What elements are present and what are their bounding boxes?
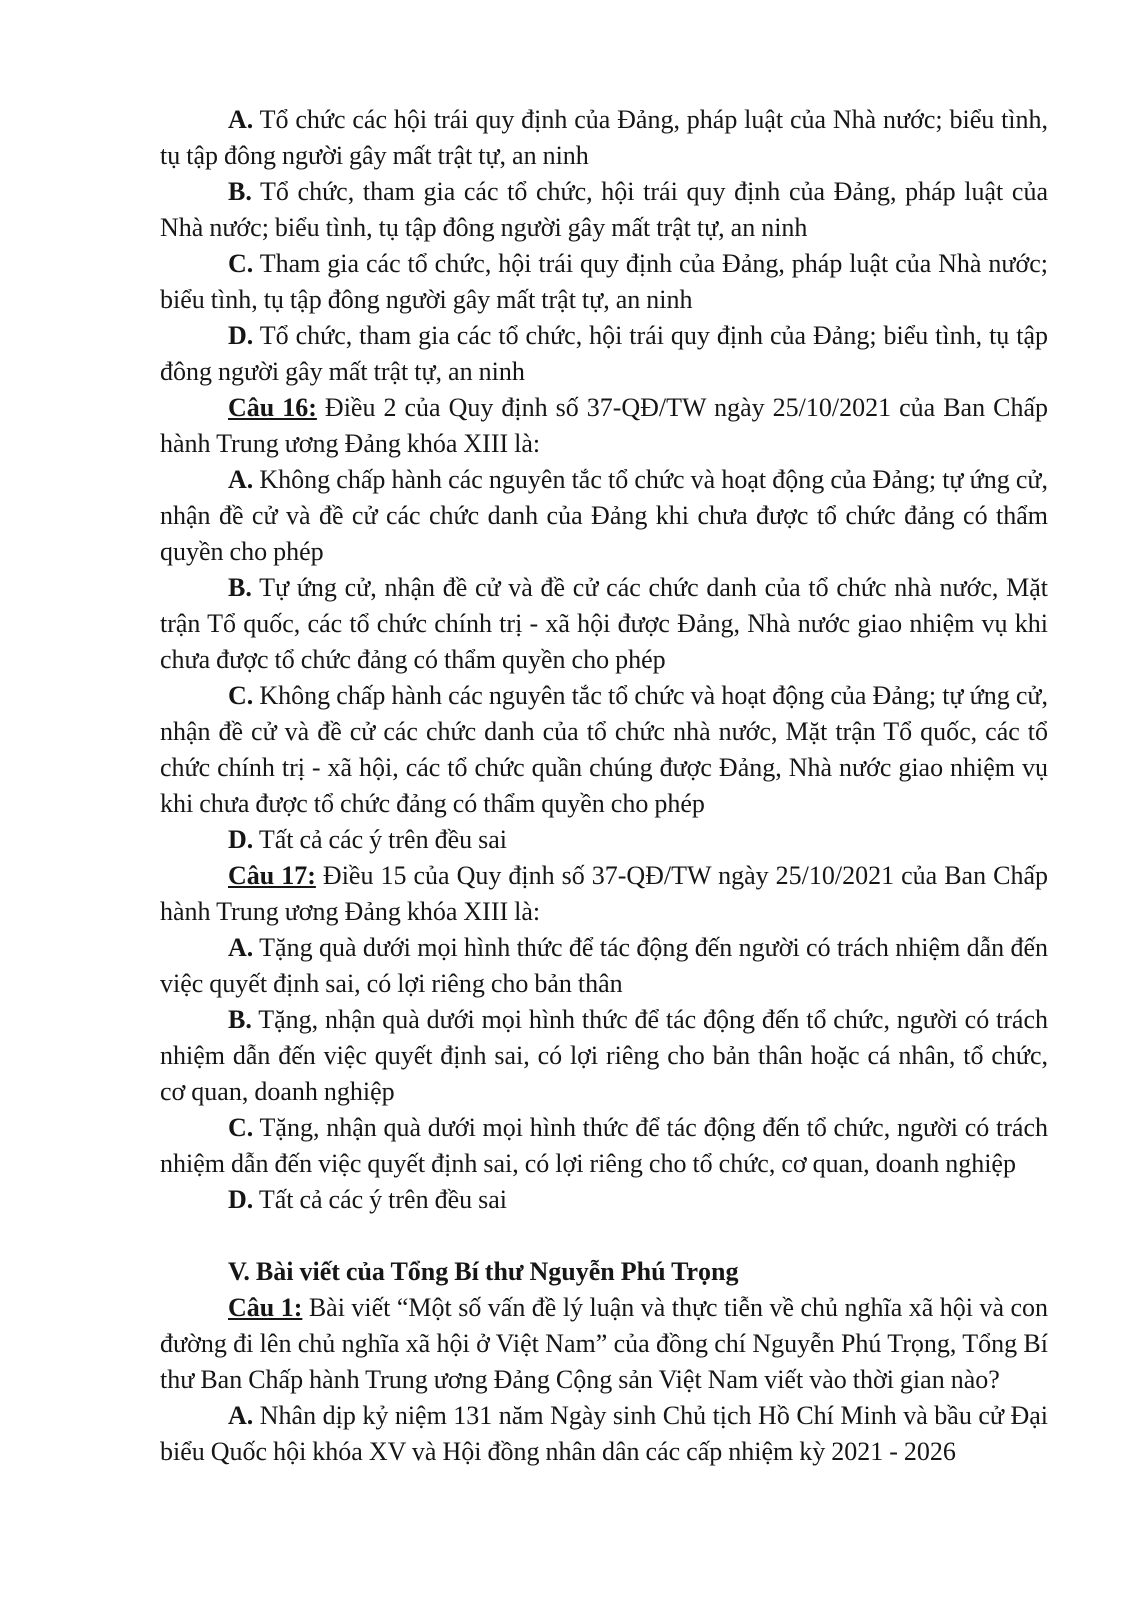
- answer-option: [160, 678, 1048, 822]
- question-16-text: Điều 2 của Quy định số 37-QĐ/TW ngày 25/10/2021 của Ban Chấp hành Trung ương Đảng khóa XIII là:: [160, 393, 1048, 458]
- answer-option-label: C.: [228, 1113, 254, 1142]
- answer-option-text: Tất cả các ý trên đều sai: [258, 825, 508, 854]
- answer-option: [160, 930, 1048, 1002]
- question-1-label: Câu 1:: [228, 1293, 303, 1322]
- answer-option-label: C.: [228, 249, 254, 278]
- answer-option-label: D.: [228, 1185, 254, 1214]
- answer-option-text: Tự ứng cử, nhận đề cử và đề cử các chức danh của tổ chức nhà nước, Mặt trận Tổ quốc, các tổ chức chính trị - xã hội được Đảng, Nhà nước giao nhiệm vụ khi chưa được tổ chức đảng có thẩm quyền cho phép: [160, 573, 1048, 674]
- question-17: [160, 858, 1048, 930]
- answer-option-label: A.: [228, 105, 254, 134]
- answer-option-text: Không chấp hành các nguyên tắc tổ chức và hoạt động của Đảng; tự ứng cử, nhận đề cử và đề cử các chức danh của tổ chức nhà nước, Mặt trận Tổ quốc, các tổ chức chính trị - xã hội, các tổ chức quần chúng được Đảng, Nhà nước giao nhiệm vụ khi chưa được tổ chức đảng có thẩm quyền cho phép: [160, 681, 1048, 818]
- answer-option-label: A.: [228, 465, 254, 494]
- answer-option: [160, 246, 1048, 318]
- answer-option: [160, 462, 1048, 570]
- answer-option-label: B.: [228, 177, 252, 206]
- question-1-text: Bài viết “Một số vấn đề lý luận và thực tiễn về chủ nghĩa xã hội và con đường đi lên chủ nghĩa xã hội ở Việt Nam” của đồng chí Nguyễn Phú Trọng, Tổng Bí thư Ban Chấp hành Trung ương Đảng Cộng sản Việt Nam viết vào thời gian nào?: [160, 1293, 1049, 1394]
- question-1: [160, 1290, 1048, 1398]
- question-16-label: Câu 16:: [228, 393, 317, 422]
- answer-option: [160, 570, 1048, 678]
- answer-option-label: D.: [228, 825, 254, 854]
- answer-option-text: Tham gia các tổ chức, hội trái quy định của Đảng, pháp luật của Nhà nước; biểu tình, tụ tập đông người gây mất trật tự, an ninh: [160, 249, 1048, 314]
- answer-option-text: Tặng, nhận quà dưới mọi hình thức để tác động đến tổ chức, người có trách nhiệm dẫn đến việc quyết định sai, có lợi riêng cho bản thân hoặc cá nhân, tổ chức, cơ quan, doanh nghiệp: [160, 1005, 1048, 1106]
- question-17-label: Câu 17:: [228, 861, 316, 890]
- answer-option-text: Nhân dịp kỷ niệm 131 năm Ngày sinh Chủ tịch Hồ Chí Minh và bầu cử Đại biểu Quốc hội khóa XV và Hội đồng nhân dân các cấp nhiệm kỳ 2021 - 2026: [160, 1401, 1048, 1466]
- answer-option-text: Không chấp hành các nguyên tắc tổ chức và hoạt động của Đảng; tự ứng cử, nhận đề cử và đề cử các chức danh của Đảng khi chưa được tổ chức đảng có thẩm quyền cho phép: [160, 465, 1048, 566]
- answer-option: [160, 1182, 1048, 1218]
- answer-option-text: Tất cả các ý trên đều sai: [258, 1185, 508, 1214]
- answer-option-label: A.: [228, 1401, 254, 1430]
- answer-option-text: Tặng, nhận quà dưới mọi hình thức để tác động đến tổ chức, người có trách nhiệm dẫn đến việc quyết định sai, có lợi riêng cho tổ chức, cơ quan, doanh nghiệp: [160, 1113, 1048, 1178]
- answer-option-text: Tổ chức các hội trái quy định của Đảng, pháp luật của Nhà nước; biểu tình, tụ tập đông người gây mất trật tự, an ninh: [160, 105, 1049, 170]
- answer-option-text: Tổ chức, tham gia các tổ chức, hội trái quy định của Đảng, pháp luật của Nhà nước; biểu tình, tụ tập đông người gây mất trật tự, an ninh: [160, 177, 1048, 242]
- answer-option: [160, 822, 1048, 858]
- answer-option: [160, 318, 1048, 390]
- answer-option: [160, 174, 1048, 246]
- answer-option: [160, 1398, 1048, 1470]
- answer-option: [160, 1002, 1048, 1110]
- answer-option: [160, 102, 1048, 174]
- question-16: [160, 390, 1048, 462]
- answer-option-label: B.: [228, 1005, 252, 1034]
- answer-option: [160, 1110, 1048, 1182]
- question-17-text: Điều 15 của Quy định số 37-QĐ/TW ngày 25/10/2021 của Ban Chấp hành Trung ương Đảng khóa XIII là:: [160, 861, 1048, 926]
- answer-option-text: Tổ chức, tham gia các tổ chức, hội trái quy định của Đảng; biểu tình, tụ tập đông người gây mất trật tự, an ninh: [160, 321, 1048, 386]
- answer-option-label: C.: [228, 681, 254, 710]
- answer-option-label: B.: [228, 573, 252, 602]
- answer-option-label: A.: [228, 933, 254, 962]
- answer-option-label: D.: [228, 321, 254, 350]
- section-v-heading: V. Bài viết của Tổng Bí thư Nguyễn Phú Trọng: [228, 1257, 739, 1286]
- answer-option-text: Tặng quà dưới mọi hình thức để tác động đến người có trách nhiệm dẫn đến việc quyết định sai, có lợi riêng cho bản thân: [160, 933, 1049, 998]
